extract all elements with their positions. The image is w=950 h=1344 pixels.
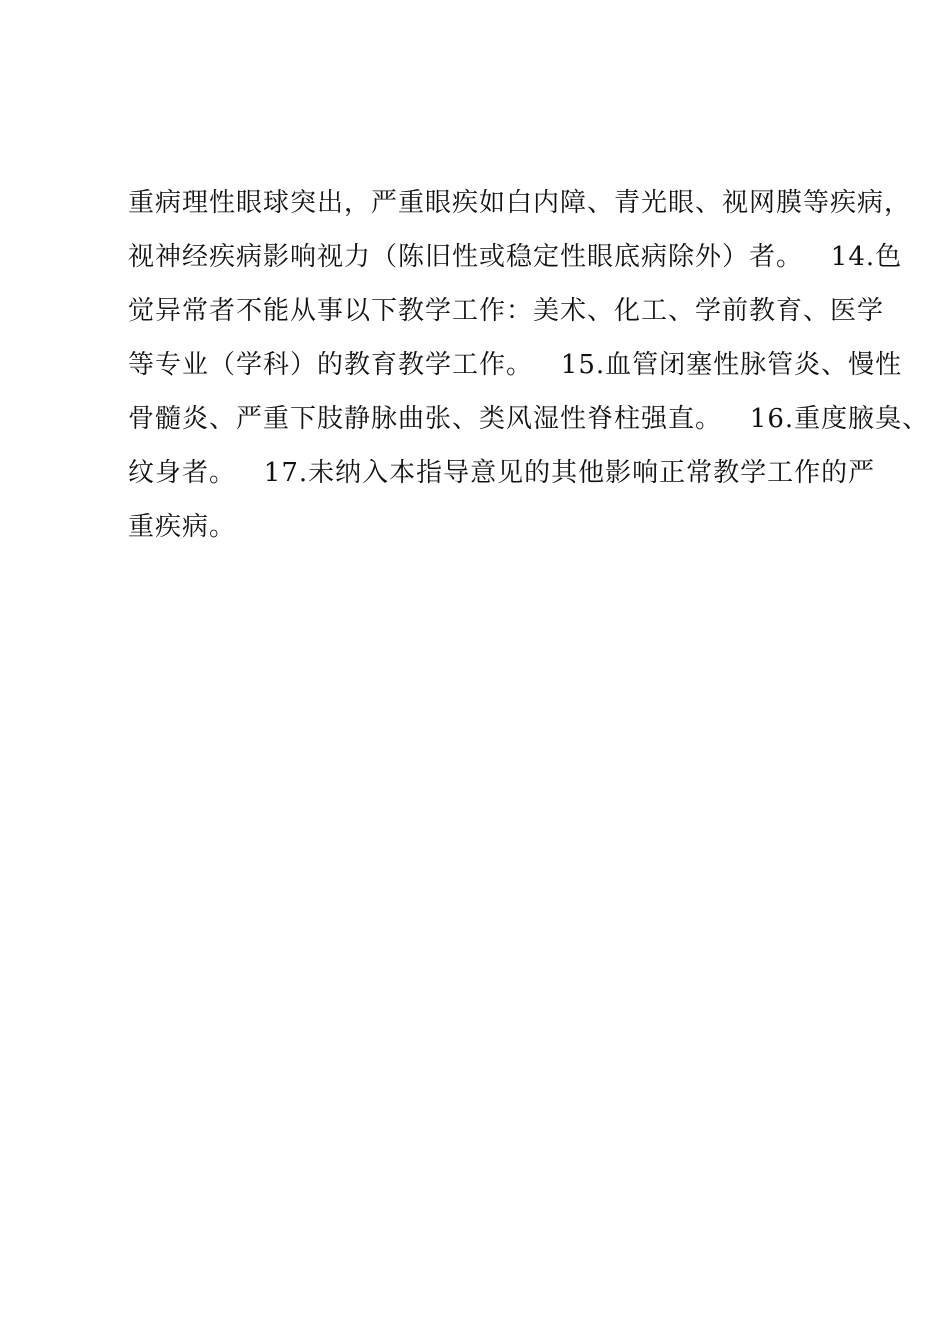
text-line: 重疾病。	[128, 512, 237, 542]
text-line: 骨髓炎、严重下肢静脉曲张、类风湿性脊柱强直。 16.重度腋臭、	[128, 404, 930, 434]
text-line: 视神经疾病影响视力（陈旧性或稳定性眼底病除外）者。 14.色	[128, 242, 903, 272]
text-line: 纹身者。 17.未纳入本指导意见的其他影响正常教学工作的严	[128, 458, 876, 488]
text-line: 觉异常者不能从事以下教学工作：美术、化工、学前教育、医学	[128, 296, 885, 326]
text-line: 等专业（学科）的教育教学工作。 15.血管闭塞性脉管炎、慢性	[128, 350, 903, 380]
document-body	[128, 180, 930, 558]
text-line: 重病理性眼球突出，严重眼疾如白内障、青光眼、视网膜等疾病，	[128, 188, 912, 218]
